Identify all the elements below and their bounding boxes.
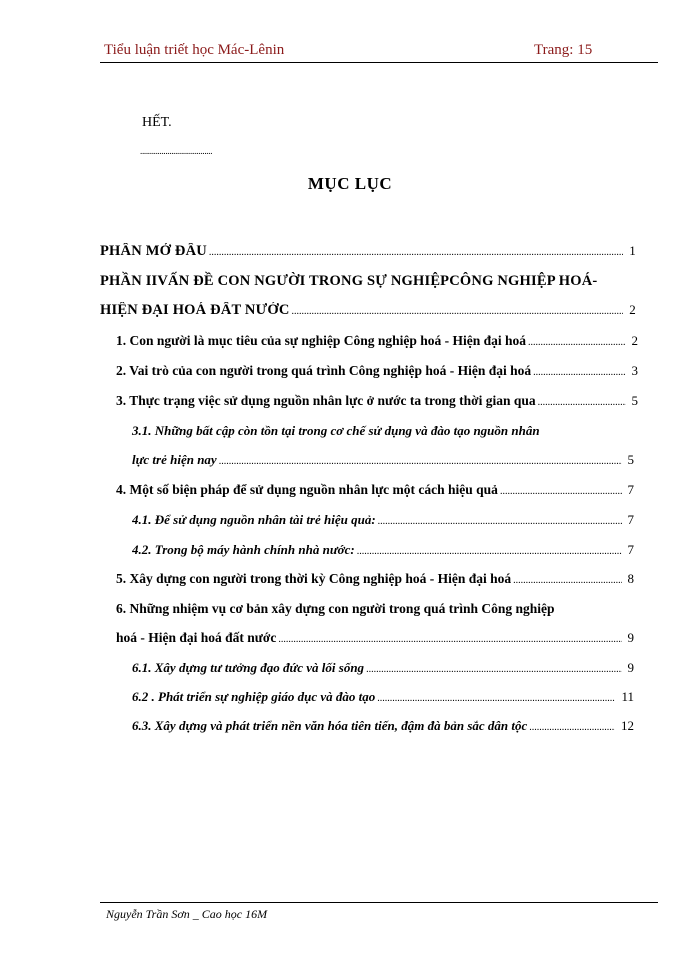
toc-entry-label: 4.1. Để sử dụng nguồn nhân tài trẻ hiệu quả: (132, 512, 376, 527)
toc-entry-label: hoá - Hiện đại hoá đất nước (116, 630, 277, 645)
toc-title: MỤC LỤC (307, 174, 393, 193)
toc-leader (219, 456, 622, 467)
toc-leader (292, 306, 624, 317)
toc-entry-label: 3. Thực trạng việc sử dụng nguồn nhân lực ở nước ta trong thời gian qua (116, 393, 536, 408)
toc-leader (513, 575, 621, 586)
toc-entry-part2[interactable] (100, 302, 636, 319)
toc-entry-page: 8 (627, 571, 634, 586)
toc-entry-label: 2. Vai trò của con người trong quá trình Công nghiệp hoá - Hiện đại hoá (116, 363, 532, 378)
toc-entry-label: 1. Con người là mục tiêu của sự nghiệp Công nghiệp hoá - Hiện đại hoá (116, 333, 527, 348)
toc-entry-page: 5 (627, 452, 634, 467)
toc-entry-label: 6.2 . Phát triển sự nghiệp giáo dục và đào tạo (132, 689, 376, 704)
dotted-separator: ..................................... (140, 146, 213, 156)
toc-entry-page: 7 (627, 542, 634, 557)
toc-entry-section-6[interactable] (116, 630, 634, 646)
toc-entry-section-6-1[interactable] (132, 660, 634, 676)
toc-entry-page: 2 (631, 333, 638, 348)
toc-leader (538, 397, 626, 408)
header-divider (100, 62, 658, 63)
toc-leader (377, 693, 615, 704)
toc-entry-page: 2 (629, 302, 636, 317)
toc-entry-intro[interactable] (100, 243, 636, 260)
toc-entry-section-1[interactable] (116, 333, 638, 349)
toc-entry-label: 6.3. Xây dựng và phát triển nền văn hóa tiên tiến, đậm đà bản sắc dân tộc (132, 718, 528, 733)
end-marker: HẾT. (142, 115, 172, 130)
toc-entry-page: 7 (627, 512, 634, 527)
toc-entry-page: 9 (627, 660, 634, 675)
toc-entry-page: 3 (631, 363, 638, 378)
toc-entry-page: 7 (627, 482, 634, 497)
toc-entry-section-3-1[interactable] (132, 452, 634, 468)
toc-entry-section-4-1[interactable] (132, 512, 634, 528)
toc-leader (528, 337, 625, 348)
toc-leader (357, 546, 622, 557)
toc-entry-part2-line1[interactable]: PHẦN IIVẤN ĐỀ CON NGƯỜI TRONG SỰ NGHIỆPCÔNG NGHIỆP HOÁ- (100, 273, 598, 289)
toc-entry-section-5[interactable] (116, 571, 634, 587)
toc-entry-page: 11 (621, 689, 634, 704)
toc-leader (533, 367, 625, 378)
toc-entry-page: 1 (629, 243, 636, 258)
toc-entry-section-4-2[interactable] (132, 542, 634, 558)
footer-divider (100, 902, 658, 903)
toc-leader (209, 247, 623, 258)
toc-leader (278, 634, 621, 645)
toc-leader (378, 516, 622, 527)
footer-author: Nguyễn Trần Sơn _ Cao học 16M (106, 907, 268, 921)
toc-leader (366, 664, 621, 675)
toc-entry-label: 4. Một số biện pháp để sử dụng nguồn nhân lực một cách hiệu quả (116, 482, 498, 497)
toc-entry-section-2[interactable] (116, 363, 638, 379)
toc-entry-page: 12 (621, 718, 634, 733)
toc-entry-label: PHẦN MỞ ĐẦU (100, 243, 207, 259)
toc-entry-label: 6.1. Xây dựng tư tưởng đạo đức và lối sống (132, 660, 365, 675)
toc-entry-label: HIỆN ĐẠI HOÁ ĐẤT NƯỚC (100, 302, 290, 318)
header-page-number: Trang: 15 (534, 42, 593, 58)
toc-leader (500, 486, 622, 497)
toc-entry-section-6-3[interactable] (132, 718, 634, 734)
toc-entry-section-3-1-line1[interactable]: 3.1. Những bất cập còn tồn tại trong cơ chế sử dụng và đào tạo nguồn nhân (132, 423, 540, 438)
toc-leader (529, 722, 615, 733)
header-title: Tiểu luận triết học Mác-Lênin (104, 42, 285, 58)
toc-entry-label: 5. Xây dựng con người trong thời kỳ Công nghiệp hoá - Hiện đại hoá (116, 571, 512, 586)
toc-entry-label: lực trẻ hiện nay (132, 452, 217, 467)
toc-entry-section-3[interactable] (116, 393, 638, 409)
toc-entry-section-6-2[interactable] (132, 689, 634, 705)
toc-entry-label: 4.2. Trong bộ máy hành chính nhà nước: (132, 542, 355, 557)
toc-entry-page: 9 (627, 630, 634, 645)
toc-entry-page: 5 (631, 393, 638, 408)
toc-entry-section-6-line1[interactable]: 6. Những nhiệm vụ cơ bản xây dựng con người trong quá trình Công nghiệp (116, 601, 555, 616)
toc-entry-section-4[interactable] (116, 482, 634, 498)
